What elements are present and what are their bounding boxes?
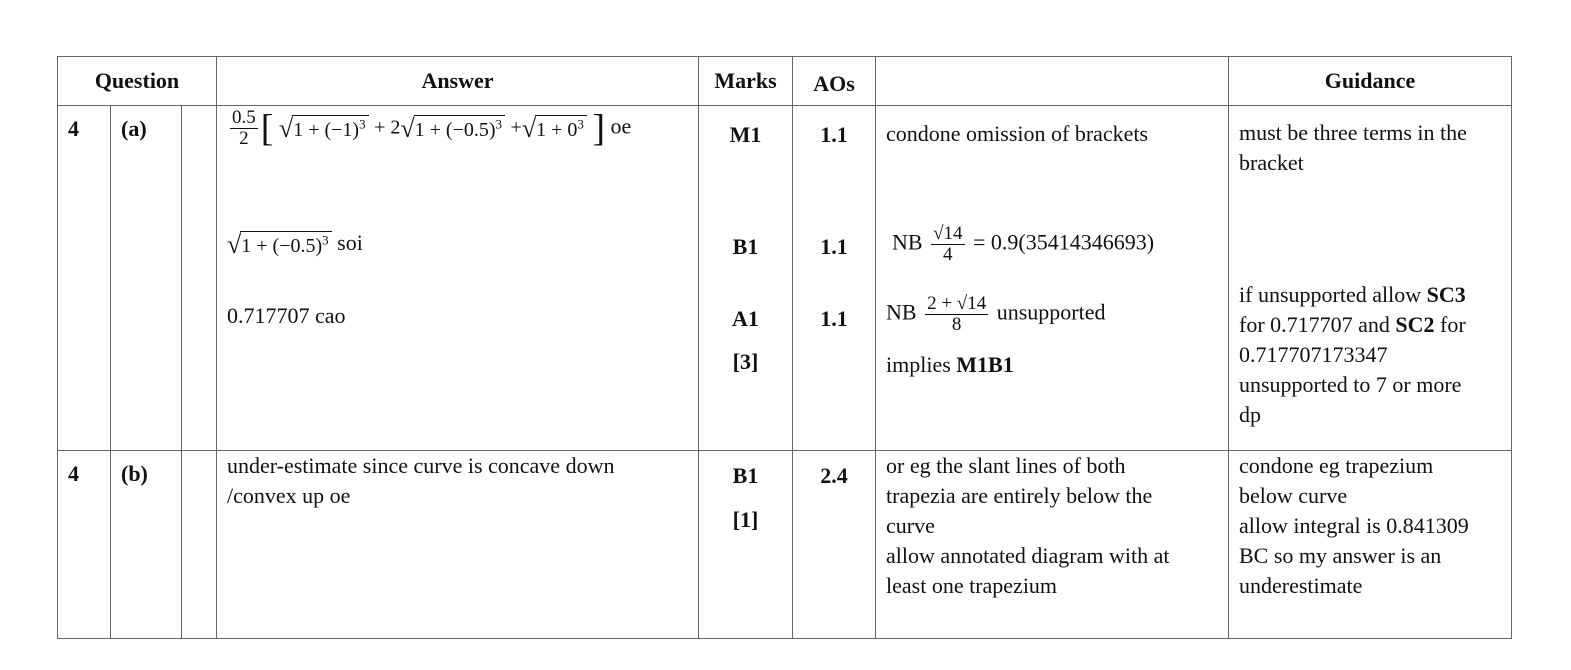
mark-total: [3] (732, 349, 759, 374)
answer-formula: $\frac{0.5}{2}$ [ √ $1 + (-1)^3$ + 2 √ $1 + (-0.5)^3$ + √ $1 + 0^3$ ] oe (232, 107, 632, 150)
answer-line-2: √ $1 + (-0.5)^3$ soi (227, 229, 363, 259)
answer-line-3: 0.717707 cao (227, 303, 346, 328)
header-blank (876, 57, 1229, 106)
header-answer: Answer (217, 57, 699, 106)
guidance-2: if unsupported allow SC3 for 0.717707 and SC2 for 0.717707173347 unsupported to 7 or more dp (1239, 282, 1466, 427)
close-bracket: ] (592, 107, 606, 150)
sqrt-term-1: √ $1 + (-1)^3$ (279, 115, 369, 143)
guidance-lines: condone eg trapezium below curve allow integral is 0.841309 BC so my answer is an underestimate (1239, 453, 1469, 598)
two-plus-root14-over-8: $\frac{2 + √14}{8}$ (927, 293, 987, 335)
header-aos: AOs (793, 57, 876, 106)
marks-cell (699, 451, 793, 639)
question-number: 4 (58, 451, 111, 639)
header-question: Question (58, 57, 217, 106)
ao-2: 1.1 (820, 234, 848, 259)
ao-3: 1.1 (820, 306, 848, 331)
comment-1: condone omission of brackets (886, 121, 1149, 146)
table-row (58, 106, 1512, 451)
guidance-cell (1229, 451, 1512, 639)
aos-cell (793, 106, 876, 451)
question-subpart (182, 106, 217, 451)
aos-cell (793, 451, 876, 639)
question-part: (b) (111, 451, 182, 639)
mark-m1: M1 (729, 122, 762, 147)
answer-text: under-estimate since curve is concave down /convex up oe (227, 453, 615, 508)
sqrt-term-2: √ $1 + (-0.5)^3$ (400, 115, 505, 143)
comment-cell (876, 106, 1229, 451)
guidance-1: must be three terms in the bracket (1239, 120, 1467, 175)
comment-4: implies M1B1 (886, 352, 1014, 377)
question-part: (a) (111, 106, 182, 451)
sqrt-term-soi: √ $1 + (-0.5)^3$ (227, 231, 332, 259)
root14-over-4: $\frac{√14}{4}$ (933, 223, 963, 265)
comment-lines: or eg the slant lines of both trapezia are entirely below the curve allow annotated diagram with at least one trapezium (886, 453, 1170, 598)
comment-cell (876, 451, 1229, 639)
open-bracket: [ (260, 107, 274, 150)
header-marks: Marks (699, 57, 793, 106)
guidance-cell (1229, 106, 1512, 451)
question-subpart (182, 451, 217, 639)
comment-3: NB $\frac{2 + √14}{8}$ unsupported (886, 293, 1106, 335)
header-row (58, 57, 1512, 106)
header-guidance: Guidance (1229, 57, 1512, 106)
comment-2: NB $\frac{√14}{4}$ = 0.9(35414346693) (892, 223, 1155, 265)
mark-b1: B1 (732, 463, 759, 488)
half-width-fraction: $\frac{0.5}{2}$ (232, 107, 256, 149)
answer-cell (217, 106, 699, 451)
ao-1: 2.4 (820, 463, 848, 488)
sqrt-term-3: √ $1 + 0^3$ (522, 115, 587, 143)
mark-scheme-table (57, 56, 1512, 639)
answer-cell (217, 451, 699, 639)
mark-b1: B1 (732, 234, 759, 259)
mark-a1: A1 (732, 306, 759, 331)
mark-total: [1] (732, 507, 759, 532)
table-row (58, 451, 1512, 639)
marks-cell (699, 106, 793, 451)
question-number: 4 (58, 106, 111, 451)
ao-1: 1.1 (820, 122, 848, 147)
